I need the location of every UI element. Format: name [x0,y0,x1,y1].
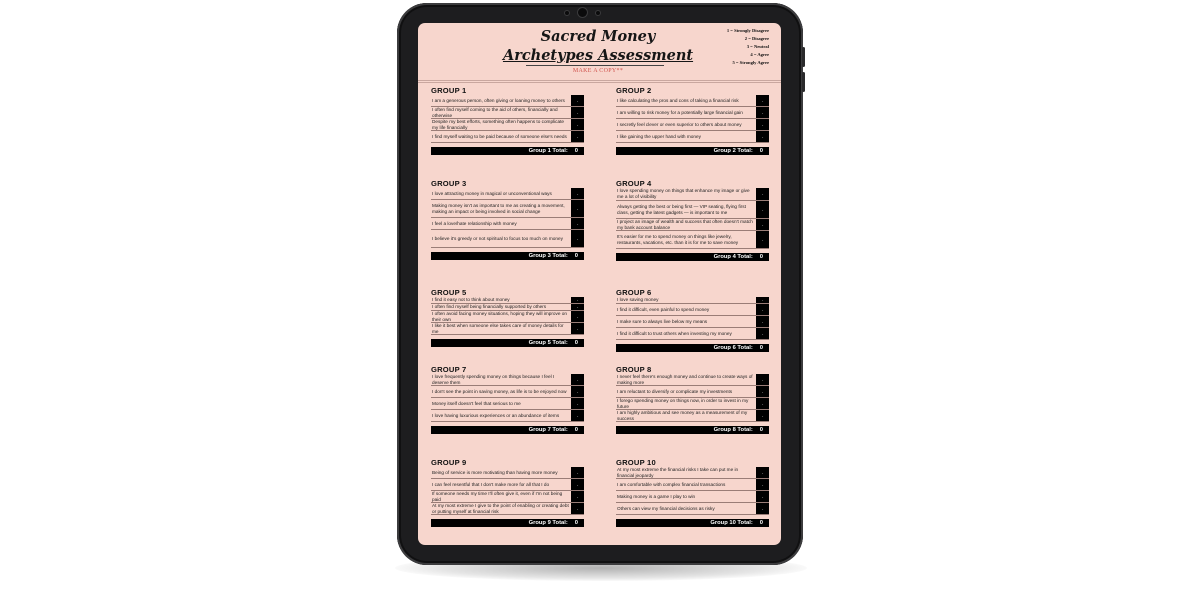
question-row [616,398,769,410]
question-text: Making money isn't as important to me as creating a movement, making an impact or being involved in social change [432,202,565,214]
answer-dropdown[interactable]: - [571,107,584,118]
question-text: Despite my best efforts, something often happens to complicate my life financially [432,119,565,130]
question-row [431,218,584,230]
question-text: I am comfortable with complex financial transactions [617,481,726,487]
group-2 [616,86,769,155]
group-total-label: Group 10 Total: [710,520,753,526]
question-text: I love attracting money in magical or unconventional ways [432,190,552,196]
question-row [431,230,584,248]
answer-dropdown[interactable]: - [571,218,584,229]
answer-dropdown[interactable]: - [571,131,584,142]
group-total-label: Group 8 Total: [713,427,753,433]
group-total-label: Group 5 Total: [528,340,568,346]
question-text: Always getting the best or being first — VIP seating, flying first class, getting the latest gadgets — is important to me [617,203,746,215]
answer-dropdown[interactable]: - [756,95,769,106]
group-title: GROUP 3 [431,179,467,188]
screen [418,23,781,545]
answer-dropdown[interactable]: - [571,398,584,409]
question-row [431,297,584,304]
answer-dropdown[interactable]: - [756,467,769,478]
camera-dot-left [564,10,570,16]
question-row [431,479,584,491]
question-row [431,304,584,311]
group-total-bar [431,339,584,347]
question-row [431,95,584,107]
question-row [431,200,584,218]
group-total-bar [431,147,584,155]
answer-dropdown[interactable]: - [571,386,584,397]
question-text: I love saving money [617,297,659,302]
group-6 [616,288,769,352]
answer-dropdown[interactable]: - [571,467,584,478]
question-text: I love having luxurious experiences or an abundance of items [432,412,560,418]
group-total-label: Group 4 Total: [713,254,753,260]
question-text: I can feel resentful that I don't make more for all that I do [432,481,550,487]
answer-dropdown[interactable]: - [756,374,769,385]
question-row [616,328,769,340]
group-total-bar [616,426,769,434]
group-total-bar [616,253,769,261]
answer-dropdown[interactable]: - [756,316,769,327]
answer-dropdown[interactable]: - [571,311,584,322]
group-total-bar [431,519,584,527]
group-total-value: 0 [759,345,763,351]
front-camera [577,7,588,18]
group-total-value: 0 [759,148,763,154]
question-row [431,503,584,515]
question-text: I find it difficult to trust others when investing my money [617,330,732,336]
answer-dropdown[interactable]: - [571,95,584,106]
answer-dropdown[interactable]: - [756,188,769,200]
group-title: GROUP 8 [616,365,652,374]
group-10 [616,458,769,527]
question-text: Others can view my financial decisions as risky [617,505,715,511]
question-row [431,398,584,410]
question-row [616,467,769,479]
question-row [616,304,769,316]
question-text: I am a generous person, often giving or loaning money to others [432,97,565,103]
question-text: At my most extreme the financial risks I take can put me in financial jeopardy [617,467,739,478]
group-total-value: 0 [759,427,763,433]
legend-item: 2 = Disagree [744,36,769,41]
legend-item: 4 = Agree [750,52,769,57]
question-text: I often find myself being financially supported by others [432,304,547,309]
answer-dropdown[interactable]: - [756,503,769,514]
question-row [431,311,584,323]
question-row [616,479,769,491]
group-title: GROUP 9 [431,458,467,467]
question-text: At my most extreme I give to the point of enabling or creating debt or putting myself at financial risk [432,503,569,514]
group-total-bar [616,344,769,352]
question-text: I believe it's greedy or not spiritual to focus too much on money [432,235,563,241]
question-row [431,467,584,479]
question-text: I love frequently spending money on things because I feel I deserve them [432,374,555,385]
group-1 [431,86,584,155]
answer-dropdown[interactable]: - [571,410,584,421]
page-title-line-2: Archetypes Assessment [502,47,694,64]
question-text: I am willing to risk money for a potentially large financial gain [617,109,743,115]
question-text: I am highly ambitious and see money as a measurement of my success [617,410,748,421]
group-title: GROUP 7 [431,365,467,374]
question-text: I project an image of wealth and success that often doesn't match my bank account balance [617,219,753,230]
answer-dropdown[interactable]: - [571,374,584,385]
question-row [616,95,769,107]
question-text: If someone needs my time I'll often give it, even if I'm not being paid [432,491,563,502]
answer-dropdown[interactable]: - [571,491,584,502]
group-title: GROUP 6 [616,288,652,297]
answer-dropdown[interactable]: - [756,119,769,130]
group-total-bar [431,426,584,434]
question-row [431,323,584,335]
page-title-line-1: Sacred Money [540,28,656,45]
answer-dropdown[interactable]: - [571,119,584,130]
question-row [616,386,769,398]
answer-dropdown[interactable]: - [571,479,584,490]
question-row [616,119,769,131]
question-text: Making money is a game I play to win [617,493,696,499]
question-row [431,386,584,398]
answer-dropdown[interactable]: - [571,503,584,514]
question-row [616,219,769,231]
answer-dropdown[interactable]: - [756,304,769,315]
group-title: GROUP 10 [616,458,656,467]
group-5 [431,288,584,347]
group-3 [431,179,584,260]
question-text: I forego spending money on things now, in order to invest in my future [617,398,749,409]
question-row [616,131,769,143]
group-7 [431,365,584,434]
answer-dropdown[interactable]: - [571,188,584,199]
group-total-value: 0 [759,520,763,526]
answer-dropdown[interactable]: - [571,230,584,247]
group-4 [616,179,769,261]
group-total-value: 0 [574,520,578,526]
question-row [616,188,769,201]
question-row [616,107,769,119]
question-text: I don't see the point in saving money, as life is to be enjoyed now [432,388,567,394]
question-text: I like it best when someone else takes care of money details for me [432,323,564,334]
question-row [616,297,769,304]
group-title: GROUP 1 [431,86,467,95]
group-total-label: Group 6 Total: [713,345,753,351]
answer-dropdown[interactable]: - [756,479,769,490]
answer-dropdown[interactable]: - [756,201,769,218]
group-total-label: Group 7 Total: [528,427,568,433]
answer-dropdown[interactable]: - [756,131,769,142]
question-text: I secretly feel clever or even superior to others about money [617,121,742,127]
question-row [431,410,584,422]
make-a-copy-link[interactable]: MAKE A COPY** [572,68,624,74]
legend-item: 3 = Neutral [746,44,769,49]
question-text: I love spending money on things that enhance my image or give me a lot of visibility [617,188,750,199]
camera-dot-right [595,10,601,16]
question-text: Money itself doesn't feel that serious to me [432,400,521,406]
answer-dropdown[interactable]: - [571,323,584,334]
question-text: I am reluctant to diversify or complicate my investments [617,388,733,394]
question-text: I often avoid facing money situations, hoping they will improve on their own [432,311,567,322]
question-row [616,316,769,328]
legend-item: 5 = Strongly Agree [732,60,769,65]
question-row [431,131,584,143]
question-text: I never feel there's enough money and continue to create ways of making more [617,374,753,385]
question-row [616,231,769,249]
answer-dropdown[interactable]: - [756,297,769,303]
question-row [616,503,769,515]
answer-dropdown[interactable]: - [756,231,769,248]
group-total-value: 0 [759,254,763,260]
answer-dropdown[interactable]: - [756,328,769,339]
question-text: I feel a love/hate relationship with money [432,220,517,226]
question-row [616,374,769,386]
group-title: GROUP 5 [431,288,467,297]
question-text: I like calculating the pros and cons of taking a financial risk [617,97,739,103]
answer-dropdown[interactable]: - [571,304,584,310]
answer-dropdown[interactable]: - [756,410,769,421]
question-row [616,491,769,503]
question-text: I find myself waiting to be paid because of someone else's needs [432,133,567,139]
question-text: I make sure to always live below my means [617,318,708,324]
answer-dropdown[interactable]: - [756,386,769,397]
question-text: Being of service is more motivating than having more money [432,469,558,475]
group-total-label: Group 2 Total: [713,148,753,154]
volume-down-button [802,72,805,92]
group-total-label: Group 1 Total: [528,148,568,154]
answer-dropdown[interactable]: - [571,200,584,217]
group-total-label: Group 9 Total: [528,520,568,526]
group-total-bar [616,519,769,527]
question-row [431,119,584,131]
legend-item: 1 = Strongly Disagree [726,28,769,33]
answer-dropdown[interactable]: - [756,491,769,502]
group-total-value: 0 [574,148,578,154]
question-row [616,201,769,219]
group-total-value: 0 [574,253,578,259]
question-row [431,491,584,503]
volume-up-button [802,47,805,67]
group-total-label: Group 3 Total: [528,253,568,259]
answer-dropdown[interactable]: - [756,398,769,409]
question-row [616,410,769,422]
group-total-bar [431,252,584,260]
question-text: I find it easy not to think about money [432,297,510,302]
assessment-groups [418,23,781,545]
group-8 [616,365,769,434]
answer-dropdown[interactable]: - [756,219,769,230]
question-row [431,374,584,386]
group-total-value: 0 [574,340,578,346]
group-title: GROUP 4 [616,179,652,188]
answer-dropdown[interactable]: - [756,107,769,118]
question-text: I like gaining the upper hand with money [617,133,701,139]
question-text: It's easier for me to spend money on things like jewelry, restaurants, vacations, etc. than it is for me to save money [617,233,739,245]
group-total-bar [616,147,769,155]
group-total-value: 0 [574,427,578,433]
answer-dropdown[interactable]: - [571,297,584,303]
question-text: I find it difficult, even painful to spend money [617,306,710,312]
question-row [431,188,584,200]
group-title: GROUP 2 [616,86,652,95]
question-row [431,107,584,119]
group-9 [431,458,584,527]
question-text: I often find myself coming to the aid of others, financially and otherwise [432,107,558,118]
